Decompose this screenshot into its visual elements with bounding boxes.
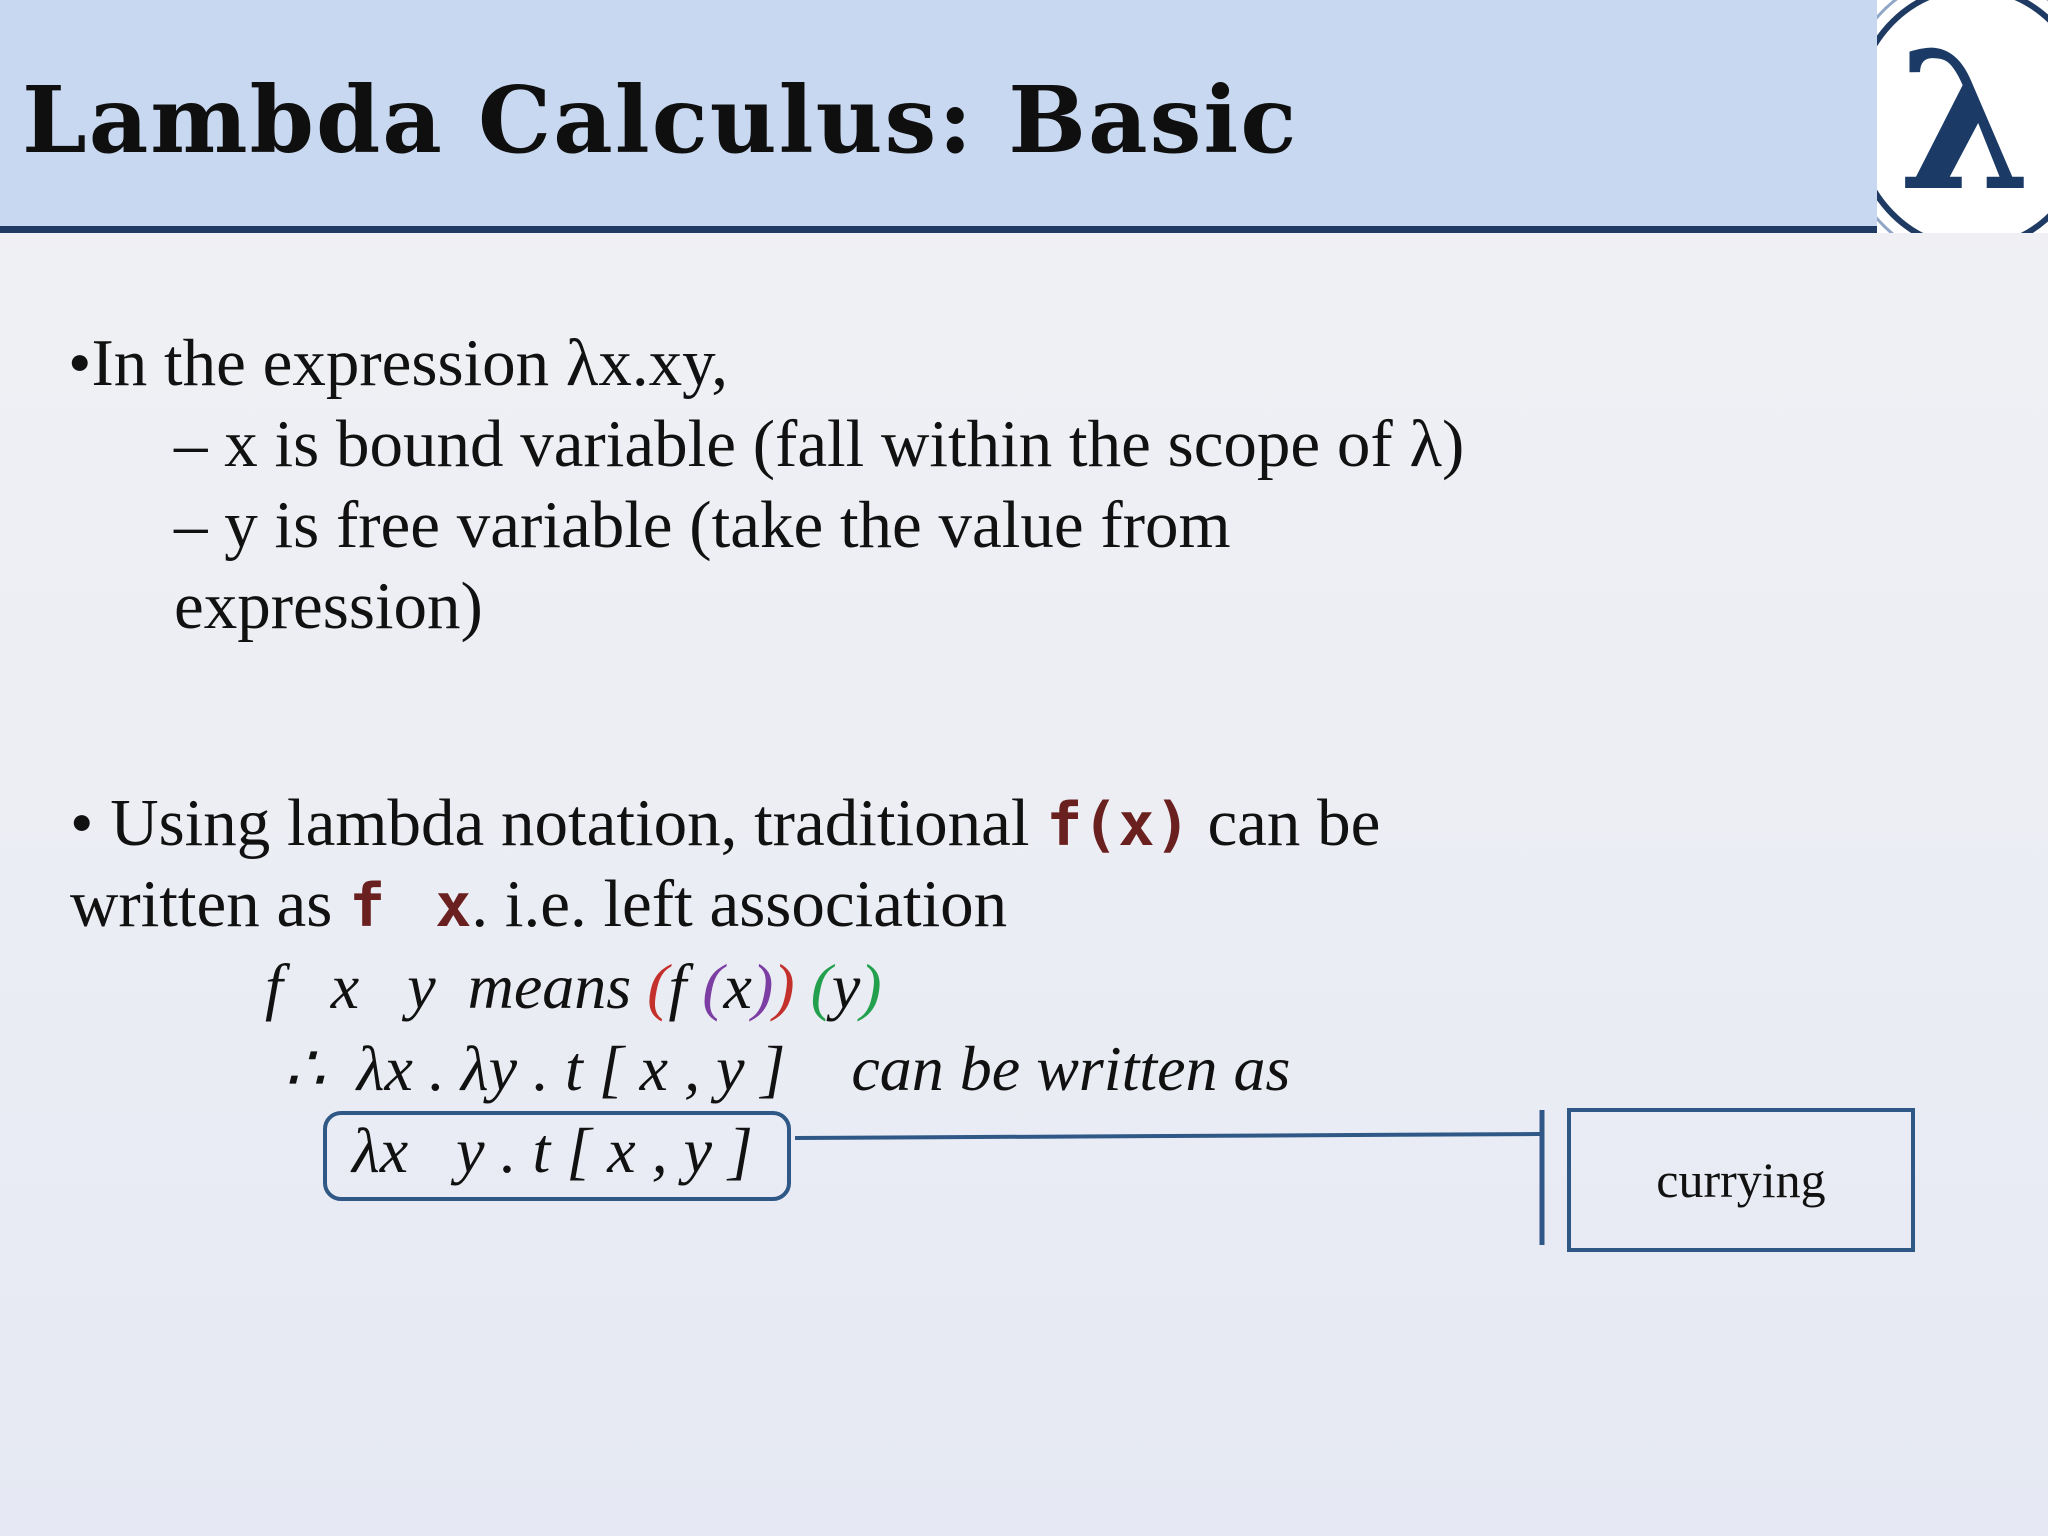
paren-close-outer: ) xyxy=(773,951,795,1022)
currying-label: currying xyxy=(1656,1152,1826,1208)
paren-open-inner: ( xyxy=(702,951,724,1022)
math-y: y xyxy=(831,951,861,1022)
bullet-1-intro: •In the expression λx.xy, xyxy=(68,326,729,400)
paren-open-outer: ( xyxy=(647,951,669,1022)
bullet-1-sub-2: – y is free variable (take the value from xyxy=(174,488,1231,562)
slide-title: Lambda Calculus: Basic xyxy=(22,66,1299,174)
math-curried-lambda: λx y . t [ x , y ] xyxy=(352,1115,753,1186)
paren-close-y: ) xyxy=(860,951,882,1022)
math-nested-lambda: ∴ λx . λy . t [ x , y ] xyxy=(284,1033,786,1104)
code-f-of-x: f(x) xyxy=(1046,790,1191,860)
math-line-therefore xyxy=(284,1033,1291,1104)
bullet-2-line-1-end: can be xyxy=(1190,786,1381,860)
paren-close-inner: ) xyxy=(751,951,774,1022)
math-line-means xyxy=(265,951,882,1022)
math-x: x xyxy=(723,951,752,1022)
currying-callout xyxy=(1567,1108,1915,1252)
bullet-2-line-1 xyxy=(70,786,1381,860)
bullet-1-sub-1: – x is bound variable (fall within the scope of λ) xyxy=(174,407,1465,481)
math-can-be-written: can be written as xyxy=(851,1033,1291,1104)
bullet-2-line-2-end: . i.e. left association xyxy=(471,867,1008,941)
lambda-logo xyxy=(1877,0,2048,233)
paren-open-y: ( xyxy=(810,951,832,1022)
bullet-2-line-2 xyxy=(70,867,1008,941)
bullet-2-line-2-text: written as xyxy=(70,867,350,941)
math-f: f xyxy=(668,951,703,1022)
code-f: f xyxy=(349,871,386,941)
math-curried-expression xyxy=(352,1115,753,1186)
bullet-2-line-1-text: • Using lambda notation, traditional xyxy=(70,786,1047,860)
title-divider xyxy=(0,226,1877,233)
lambda-logo-glyph: λ xyxy=(1898,10,2032,233)
math-means: means xyxy=(467,951,632,1022)
math-f-x-y: f x y xyxy=(265,951,452,1022)
code-x: x xyxy=(435,871,472,941)
bullet-1-sub-2-continued: expression) xyxy=(174,569,483,643)
